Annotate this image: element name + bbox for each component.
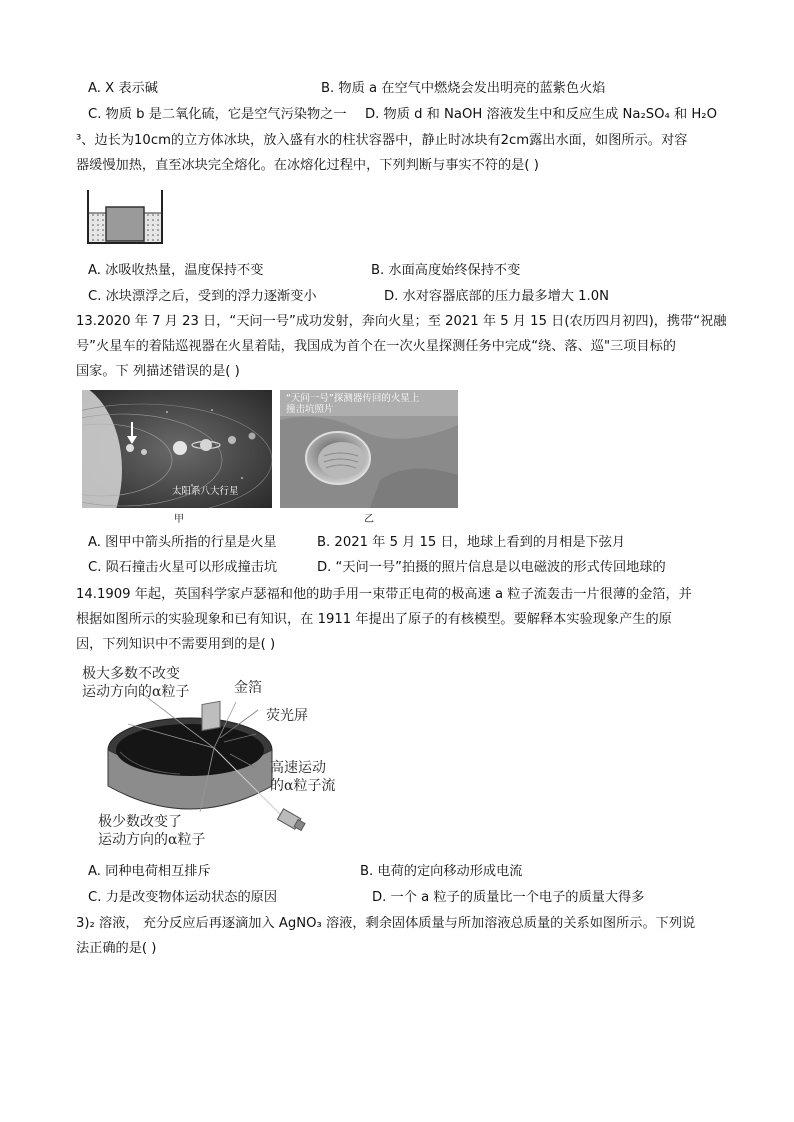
q12-option-c: C. 冰块漂浮之后，受到的浮力逐渐变小 bbox=[88, 289, 317, 304]
q11-option-c: C. 物质 b 是二氧化硫，它是空气污染物之一 bbox=[88, 107, 347, 122]
q12-option-d: D. 水对容器底部的压力最多增大 1.0N bbox=[384, 289, 610, 304]
label-few-particles-2: 运动方向的α粒子 bbox=[98, 832, 206, 848]
q14-stem-line-2: 根据如图所示的实验现象和已有知识，在 1911 年提出了原子的有核模型。要解释本实验现象产生的原 bbox=[76, 612, 672, 627]
q14-option-b: B. 电荷的定向移动形成电流 bbox=[360, 864, 523, 879]
q12-stem-line-1: ³、边长为10cm的立方体冰块，放入盛有水的柱状容器中，静止时冰块有2cm露出水面，如图所示。对容 bbox=[76, 133, 688, 148]
q15-stem-line-1: 3)₂ 溶液， 充分反应后再逐滴加入 AgNO₃ 溶液，剩余固体质量与所加溶液总质量的关系如图所示。下列说 bbox=[76, 916, 696, 931]
solar-system-caption: 太阳系八大行星 bbox=[172, 486, 239, 497]
q12-option-a: A. 冰吸收热量，温度保持不变 bbox=[88, 263, 264, 278]
rutherford-experiment-figure bbox=[80, 662, 340, 858]
q11-option-a: A. X 表示碱 bbox=[88, 81, 158, 96]
label-most-particles-1: 极大多数不改变 bbox=[82, 666, 180, 682]
mars-crater-figure bbox=[280, 390, 458, 508]
alpha-source bbox=[278, 809, 307, 832]
q14-option-a: A. 同种电荷相互排斥 bbox=[88, 864, 211, 879]
label-alpha-beam-1: 高速运动 bbox=[270, 760, 326, 776]
q13-stem-line-3: 国家。下 列描述错误的是( ) bbox=[76, 364, 240, 379]
q13-option-a: A. 图甲中箭头所指的行星是火星 bbox=[88, 535, 277, 550]
label-alpha-beam-2: 的α粒子流 bbox=[270, 778, 336, 794]
q14-stem-line-1: 14.1909 年起，英国科学家卢瑟福和他的助手用一束带正电荷的极高速 a 粒子流轰击一片很薄的金箔，并 bbox=[76, 587, 692, 602]
q14-option-d: D. 一个 a 粒子的质量比一个电子的质量大得多 bbox=[372, 890, 645, 905]
q13-option-b: B. 2021 年 5 月 15 日，地球上看到的月相是下弦月 bbox=[317, 535, 626, 550]
solar-system-figure bbox=[82, 390, 272, 508]
label-few-particles-1: 极少数改变了 bbox=[98, 814, 182, 830]
label-gold-foil: 金箔 bbox=[234, 680, 262, 696]
gold-foil bbox=[202, 701, 220, 730]
q13-option-c: C. 陨石撞击火星可以形成撞击坑 bbox=[88, 560, 278, 575]
q12-stem-line-2: 器缓慢加热，直至冰块完全熔化。在冰熔化过程中，下列判断与事实不符的是( ) bbox=[76, 158, 539, 173]
ice-container-figure bbox=[86, 188, 166, 246]
q13-stem-line-1: 13.2020 年 7 月 23 日，“天问一号”成功发射，奔向火星；至 2021 年 5 月 15 日(农历四月初四)，携带“祝融 bbox=[76, 314, 727, 329]
q15-stem-line-2: 法正确的是( ) bbox=[76, 941, 157, 956]
q14-stem-line-3: 因，下列知识中不需要用到的是( ) bbox=[76, 637, 276, 652]
q13-option-d: D. “天问一号”拍摄的照片信息是以电磁波的形式传回地球的 bbox=[317, 560, 666, 575]
q13-stem-line-2: 号”火星车的着陆巡视器在火星着陆，我国成为首个在一次火星探测任务中完成“绕、落、巡"三项目标的 bbox=[76, 339, 676, 354]
mars-photo-caption-2: 撞击坑照片 bbox=[286, 404, 334, 415]
q14-option-c: C. 力是改变物体运动状态的原因 bbox=[88, 890, 278, 905]
figure-label-yi: 乙 bbox=[364, 514, 374, 525]
figure-label-jia: 甲 bbox=[174, 514, 184, 525]
q11-option-d: D. 物质 d 和 NaOH 溶液发生中和反应生成 Na₂SO₄ 和 H₂O bbox=[365, 107, 717, 122]
mars-photo-caption-1: “天问一号”探测器传回的火星上 bbox=[286, 393, 420, 404]
ice-cube bbox=[106, 207, 144, 241]
label-most-particles-2: 运动方向的α粒子 bbox=[82, 684, 190, 700]
label-fluorescent-screen: 荧光屏 bbox=[266, 708, 308, 724]
q11-option-b: B. 物质 a 在空气中燃烧会发出明亮的蓝紫色火焰 bbox=[321, 81, 606, 96]
q12-option-b: B. 水面高度始终保持不变 bbox=[371, 263, 521, 278]
